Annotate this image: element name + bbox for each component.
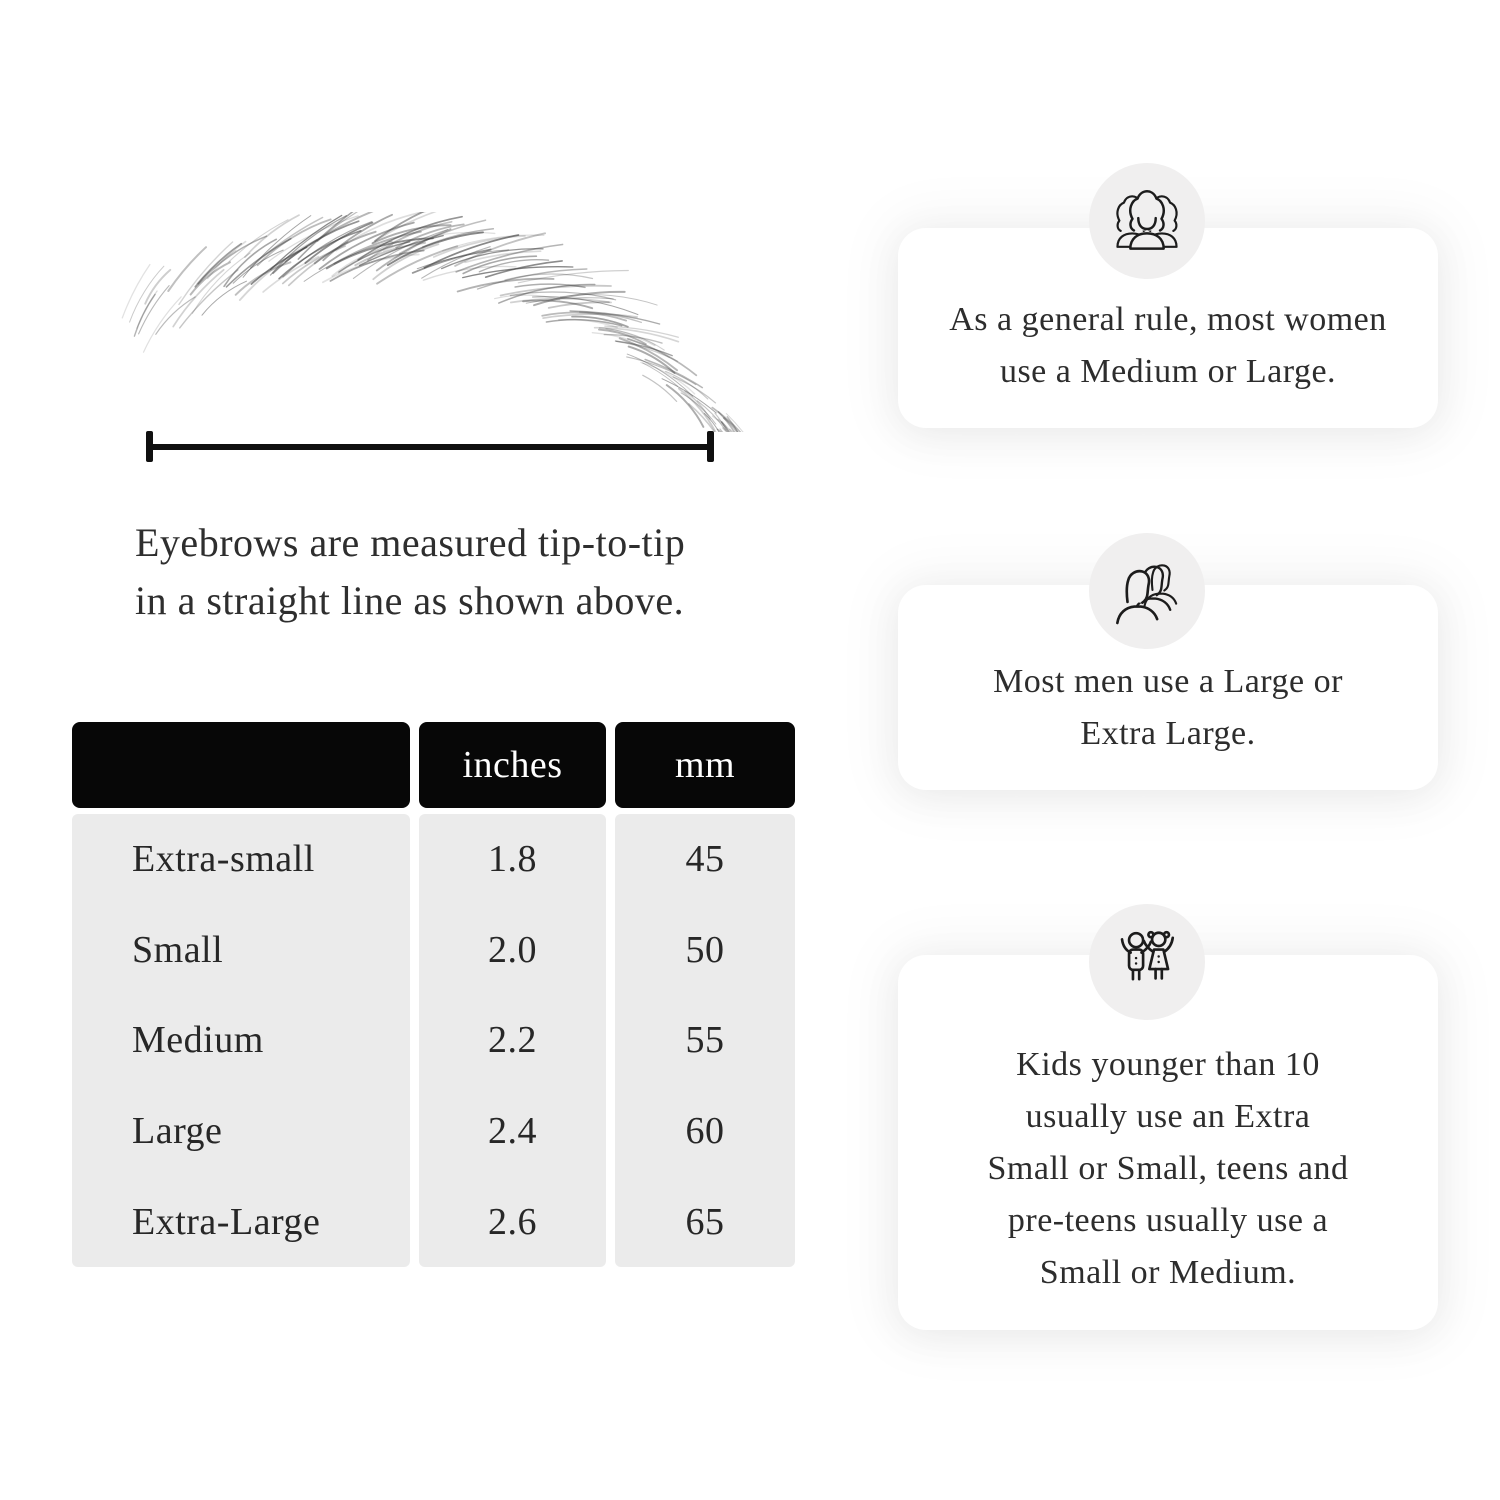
caption-line: Eyebrows are measured tip-to-tip [135,520,686,565]
mm-column [615,814,795,1267]
size-table-body [72,814,795,1267]
size-table-header [72,722,795,808]
header-cell-inches: inches [419,722,606,808]
card-text-line: Most men use a Large or [993,662,1343,700]
size-cell: Extra-small [132,838,315,881]
header-cell-size [72,722,410,808]
inches-cell: 2.6 [488,1200,537,1243]
size-cell: Small [132,928,224,971]
inches-column [419,814,606,1267]
measurement-line [150,444,713,450]
card-text-line: pre-teens usually use a [1007,1201,1329,1239]
mm-cell: 45 [685,838,725,881]
men-group-icon [1089,533,1205,649]
measurement-line-right-cap [707,431,714,462]
header-cell-mm: mm [615,722,795,808]
card-text-line: usually use an Extra [1025,1097,1311,1135]
card-text-line: use a Medium or Large. [999,353,1337,390]
mm-cell: 50 [685,928,725,971]
size-cell: Extra-Large [132,1200,321,1243]
card-text-line: Extra Large. [1080,714,1256,752]
caption-line: in a straight line as shown above. [135,578,685,623]
card-text-line: Small or Medium. [1039,1253,1297,1291]
card-text-line: Kids younger than 10 [1016,1045,1320,1083]
size-cell: Large [132,1110,223,1153]
inches-cell: 2.4 [488,1110,537,1153]
card-text-line: Small or Small, teens and [987,1149,1349,1187]
inches-cell: 2.2 [488,1019,537,1062]
size-cell: Medium [132,1019,264,1062]
eyebrow-illustration [100,212,755,432]
mm-cell: 65 [685,1200,725,1243]
kids-icon [1089,904,1205,1020]
mm-cell: 55 [685,1019,725,1062]
inches-cell: 2.0 [488,928,537,971]
measurement-line-left-cap [146,431,153,462]
card-text-line: As a general rule, most women [949,301,1387,338]
size-column [72,814,410,1267]
inches-cell: 1.8 [488,838,537,881]
mm-cell: 60 [685,1110,725,1153]
women-group-icon [1089,163,1205,279]
measurement-caption [135,514,775,630]
